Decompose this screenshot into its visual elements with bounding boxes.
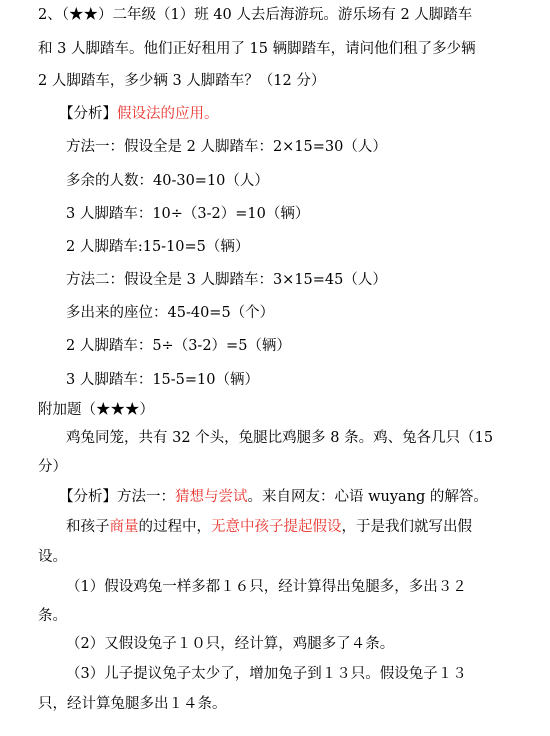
method-2-title: 方法二：假设全是 3 人脚踏车：3×15=45（人） bbox=[66, 272, 387, 288]
analysis-tag: 【分析】 bbox=[59, 106, 117, 122]
q2-line-1: 2、（★★）二年级（1）班 40 人去后海游玩。游乐场有 2 人脚踏车 bbox=[38, 7, 473, 23]
bonus-analysis-highlight: 猜想与尝试 bbox=[175, 489, 248, 505]
bonus-step-1-line-2: 条。 bbox=[38, 608, 67, 624]
bonus-step-2: （2）又假设兔子１０只，经计算，鸡腿多了４条。 bbox=[66, 636, 395, 652]
analysis-text: 假设法的应用。 bbox=[117, 106, 219, 122]
q2-line-3: 2 人脚踏车，多少辆 3 人脚踏车？（12 分） bbox=[38, 73, 326, 89]
method-2-step-2: 2 人脚踏车：5÷（3-2）=5（辆） bbox=[66, 338, 291, 354]
bonus-analysis-source: 。来自网友：心语 wuyang 的解答。 bbox=[247, 489, 488, 505]
bonus-question-line-1: 鸡兔同笼，共有 32 个头，兔腿比鸡腿多 8 条。鸡、兔各几只（15 bbox=[66, 430, 494, 446]
bonus-step-1-line-1: （1）假设鸡兔一样多都１６只，经计算得出兔腿多，多出３２ bbox=[66, 579, 467, 595]
bonus-analysis-tag: 【分析】方法一： bbox=[59, 489, 175, 505]
paragraph-text-b: 的过程中， bbox=[138, 519, 211, 535]
bonus-paragraph-end: 设。 bbox=[38, 549, 67, 565]
bonus-step-3-line-2: 只，经计算兔腿多出１４条。 bbox=[38, 696, 227, 712]
method-1-step-1: 多余的人数：40-30=10（人） bbox=[66, 173, 269, 189]
method-1-step-3: 2 人脚踏车:15-10=5（辆） bbox=[66, 239, 250, 255]
bonus-step-3-line-1: （3）儿子提议兔子太少了，增加兔子到１３只。假设兔子１３ bbox=[66, 666, 467, 682]
method-2-step-3: 3 人脚踏车：15-5=10（辆） bbox=[66, 372, 260, 388]
paragraph-highlight-2: 无意中孩子提起假设 bbox=[211, 519, 342, 535]
bonus-question-line-2: 分） bbox=[38, 459, 67, 475]
paragraph-text-c: ，于是我们就写出假 bbox=[341, 519, 472, 535]
paragraph-text-a: 和孩子 bbox=[66, 519, 110, 535]
q2-analysis bbox=[59, 104, 219, 124]
bonus-paragraph bbox=[66, 517, 472, 537]
method-2-step-1: 多出来的座位：45-40=5（个） bbox=[66, 305, 275, 321]
method-1-step-2: 3 人脚踏车：10÷（3-2）=10（辆） bbox=[66, 206, 310, 222]
q2-line-2: 和 3 人脚踏车。他们正好租用了 15 辆脚踏车，请问他们租了多少辆 bbox=[38, 41, 476, 57]
paragraph-highlight-1: 商量 bbox=[109, 519, 139, 535]
method-1-title: 方法一：假设全是 2 人脚踏车：2×15=30（人） bbox=[66, 139, 387, 155]
bonus-title: 附加题（★★★） bbox=[38, 402, 154, 418]
bonus-analysis bbox=[59, 487, 488, 507]
